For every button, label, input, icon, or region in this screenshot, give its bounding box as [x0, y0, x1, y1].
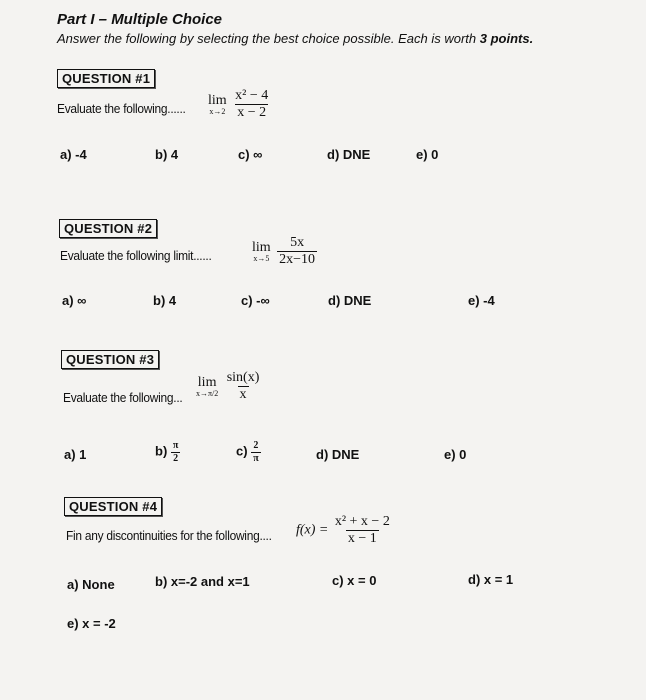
q3-choice-d[interactable]: d) DNE [316, 447, 360, 462]
q1-choice-b[interactable]: b) 4 [155, 147, 179, 162]
question-2-expression [252, 235, 317, 268]
question-1-label: QUESTION #1 [57, 69, 155, 88]
fraction: $\frac{\sin(x)}{x}$ [226, 370, 260, 403]
two-over-pi-fraction: $\frac{2}{\pi}$ [253, 440, 259, 464]
q4-choice-b[interactable]: b) x=-2 and x=1 [155, 574, 250, 589]
limit-operator: lim x→π/2 [196, 374, 219, 399]
q4-choice-c[interactable]: c) x = 0 [332, 573, 377, 588]
q3-choice-b[interactable]: b) $\frac{\pi}{2}$ [155, 440, 179, 464]
q2-choice-e[interactable]: e) -4 [468, 293, 495, 308]
q1-choice-c[interactable]: c) ∞ [238, 147, 263, 162]
function-name: f(x) = [296, 522, 329, 538]
fraction: $\frac{\text{x² + x − 2}}{x - 1}$ [334, 514, 390, 547]
question-4-expression [296, 514, 392, 547]
points-value: 3 points. [479, 31, 534, 46]
question-2-label: QUESTION #2 [59, 219, 157, 238]
q4-choice-a[interactable]: a) None [67, 577, 115, 592]
page-title: Part I – Multiple Choice [57, 11, 223, 28]
question-4-label: QUESTION #4 [64, 497, 162, 516]
question-1-expression [208, 88, 270, 121]
q1-choice-d[interactable]: d) DNE [327, 147, 371, 162]
question-1-prompt: Evaluate the following...... [57, 101, 186, 116]
question-2-prompt: Evaluate the following limit...... [60, 248, 212, 263]
question-4-prompt: Fin any discontinuities for the following.... [66, 528, 272, 543]
instructions-text: Answer the following by selecting the best choice possible. Each is worth [57, 31, 480, 46]
q3-choice-e[interactable]: e) 0 [444, 447, 467, 462]
q2-choice-a[interactable]: a) ∞ [62, 293, 87, 308]
fraction: $\frac{5x}{2x-10}$ [279, 235, 316, 268]
question-3-prompt: Evaluate the following... [63, 390, 183, 405]
fraction: $\frac{\text{x² − 4}}{x - 2}$ [235, 88, 269, 121]
q4-choice-e[interactable]: e) x = -2 [67, 616, 116, 631]
question-3-expression [196, 370, 261, 403]
q1-choice-a[interactable]: a) -4 [60, 147, 87, 162]
pi-over-2-fraction: $\frac{\pi}{2}$ [172, 440, 179, 464]
q2-choice-c[interactable]: c) -∞ [241, 293, 270, 308]
limit-operator: lim x→2 [208, 92, 227, 117]
q4-choice-d[interactable]: d) x = 1 [468, 572, 514, 587]
q2-choice-d[interactable]: d) DNE [328, 293, 372, 308]
limit-operator: lim x→5 [252, 239, 271, 264]
question-3-label: QUESTION #3 [61, 350, 159, 369]
q3-choice-a[interactable]: a) 1 [64, 447, 87, 462]
q2-choice-b[interactable]: b) 4 [153, 293, 177, 308]
q3-choice-c[interactable]: c) $\frac{2}{\pi}$ [236, 440, 259, 464]
q1-choice-e[interactable]: e) 0 [416, 147, 439, 162]
instructions [57, 31, 533, 46]
